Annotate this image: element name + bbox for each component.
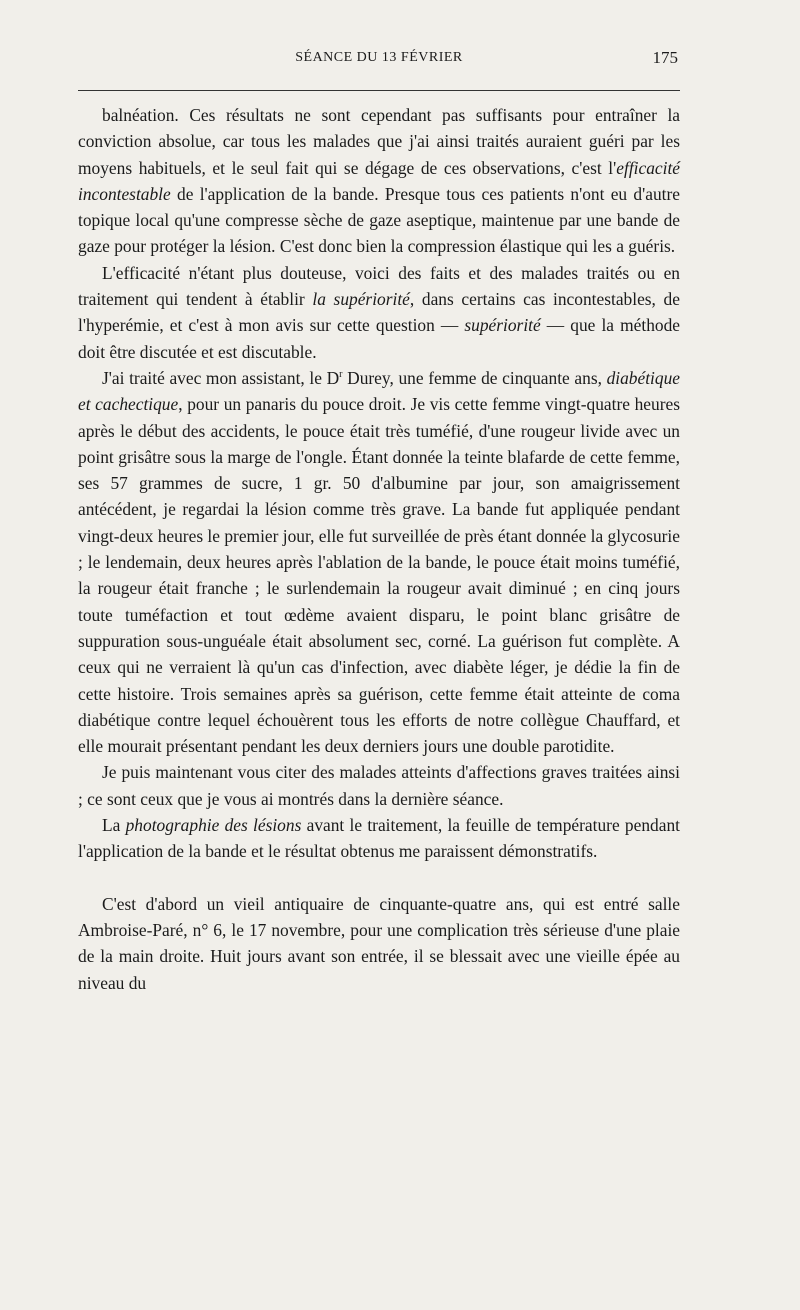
text-run: Durey, une femme de cinquante ans, [342,367,607,388]
text-run: de l'application de la bande. Presque tous ces patients n'ont eu d'autre topique local qu'une compresse sèche de gaze aseptique, maintenue par une bande de gaze pour protéger la lésion. C'est donc bien la compression élastique qui les a guéris. [78,183,680,257]
italic-phrase: supériorité [464,315,541,336]
header-rule [78,90,680,91]
text-run: avant le traitement, la feuille de température pendant l'application de la bande et le résultat obtenus me paraissent démonstratifs. [78,815,680,862]
page-header [78,46,680,76]
text-run: balnéation. Ces résultats ne sont cependant pas suffisants pour entraîner la conviction absolue, car tous les malades que j'ai ainsi traités auraient guéri par les moyens habituels, et le seul fait qui se dégage de ces observations, c'est l' [78,105,680,178]
text-run: J'ai traité avec mon assistant, le D [102,367,340,388]
paragraph [78,260,680,365]
page-number: 175 [652,48,678,67]
paragraph [78,102,680,260]
text-run: — que la méthode doit être discutée et est discutable. [78,315,680,362]
text-run: , pour un panaris du pouce droit. Je vis cette femme vingt-quatre heures après le début des accidents, le pouce était très tuméfié, d'une rougeur livide avec un point grisâtre sous la marge de l'ongle. Étant donnée la teinte blafarde de cette femme, ses 57 grammes de sucre, 1 gr. 50 d'albumine par jour, son amaigrissement antécédent, je regardai la lésion comme très grave. La bande fut appliquée pendant vingt-deux heures le premier jour, elle fut surveillée de près étant donnée la glycosurie ; le lendemain, deux heures après l'ablation de la bande, le pouce était moins tuméfié, la rougeur était franche ; le surlendemain la rougeur avait diminué ; en cinq jours toute tuméfaction et tout œdème avaient disparu, le point blanc grisâtre de suppuration sous-unguéale était absolument sec, corné. La guérison fut complète. A ceux qui ne verraient là qu'un cas d'infection, avec diabète léger, je dédie la fin de cette histoire. Trois semaines après sa guérison, cette femme était atteinte de coma diabétique contre lequel échouèrent tous les efforts de notre collègue Chauffard, et elle mourait présentant pendant les deux derniers jours une double parotidite. [78,394,680,757]
paragraph [78,759,680,812]
italic-phrase: photographie des lésions [125,815,302,836]
text-run: C'est d'abord un vieil antiquaire de cinquante-quatre ans, qui est entré salle Ambroise-Paré, n° 6, le 17 novembre, pour une complication très sérieuse d'une plaie de la main droite. Huit jours avant son entrée, il se blessait avec une vieille épée au niveau du [78,893,680,993]
superscript: r [339,369,343,381]
text-run: , dans certains cas incontestables, de l'hyperémie, et c'est à mon avis sur cette question — [78,289,680,336]
paragraph [78,891,680,996]
italic-phrase: efficacité incontestable [78,157,680,204]
body-text [78,102,680,996]
text-run: Je puis maintenant vous citer des malades atteints d'affections graves traitées ainsi ; ce sont ceux que je vous ai montrés dans la dernière séance. [78,762,680,809]
text-run: La [102,815,126,836]
paragraph [78,812,680,865]
paragraph [78,365,680,759]
italic-phrase: diabétique et cachectique [78,367,680,415]
italic-phrase: la supériorité [312,289,410,310]
text-run: L'efficacité n'étant plus douteuse, voici des faits et des malades traités ou en traitement qui tendent à établir [78,262,680,310]
running-head: SÉANCE DU 13 FÉVRIER [295,50,463,65]
